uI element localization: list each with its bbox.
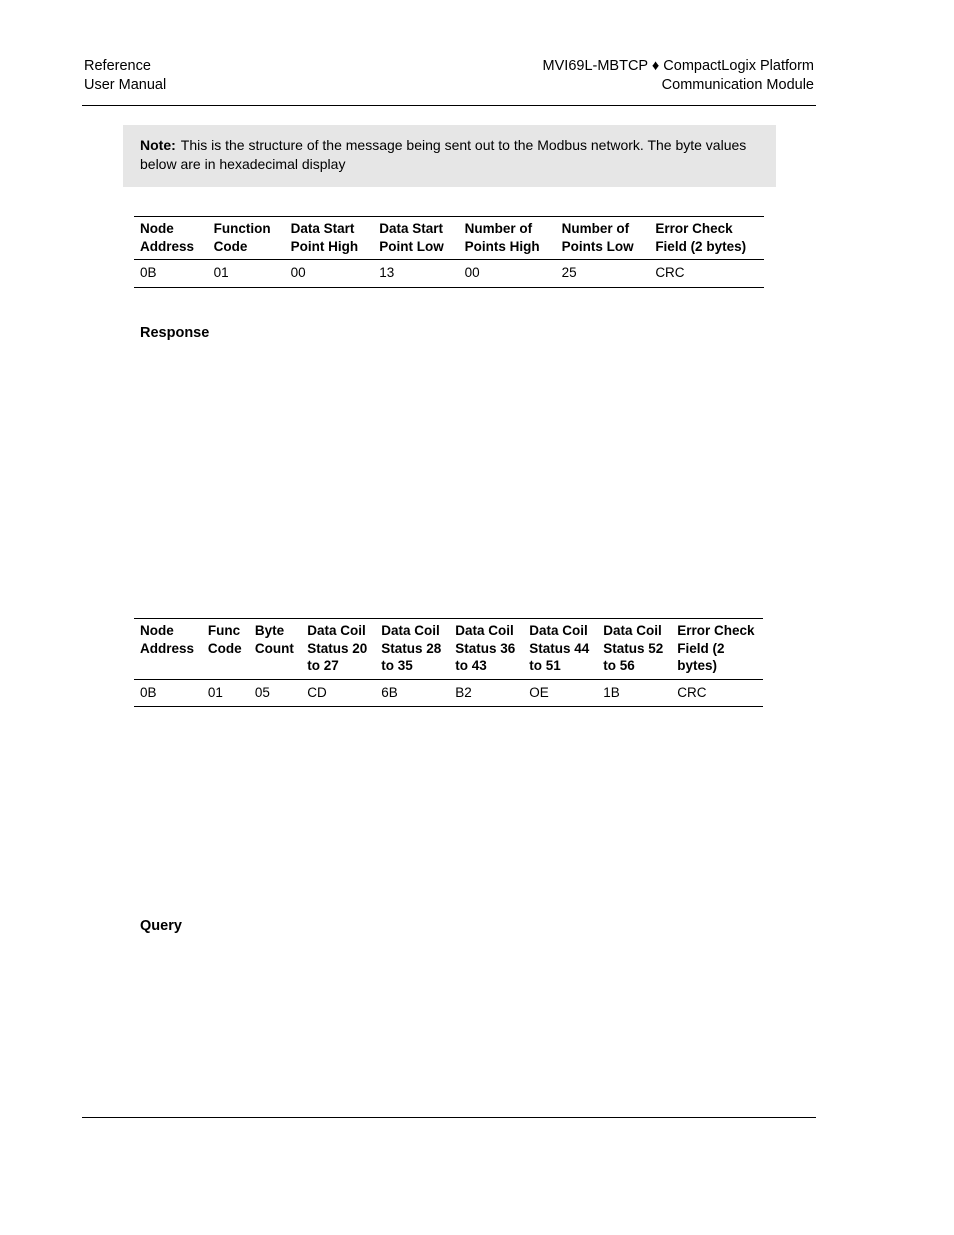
footer-divider <box>82 1117 816 1118</box>
header-data-start-low: Data Start Point Low <box>379 221 444 254</box>
header-divider <box>82 105 816 106</box>
header-node-address: Node Address <box>140 221 195 254</box>
table-cell: 0B <box>140 265 157 280</box>
table-cell: CRC <box>655 265 685 280</box>
header-user-manual: User Manual <box>84 77 167 93</box>
table-row <box>134 679 763 707</box>
header-points-low: Number of Points Low <box>561 221 634 254</box>
header-error-check: Error Check Field (2 bytes) <box>677 623 755 673</box>
table-cell: 00 <box>290 265 306 280</box>
table-cell: 00 <box>464 265 480 280</box>
header-error-check: Error Check Field (2 bytes) <box>655 221 747 254</box>
table-row <box>134 260 764 288</box>
table-cell: 1B <box>603 684 620 700</box>
note-text: This is the structure of the message being sent out to the Modbus network. The byte values below are in hexadecimal display <box>140 137 747 172</box>
table-cell: 05 <box>254 684 270 700</box>
table-cell: 6B <box>381 684 398 700</box>
header-left <box>84 57 166 95</box>
header-module-title: Communication Module <box>661 77 814 93</box>
header-byte-count: Byte Count <box>254 623 294 656</box>
table-header-row <box>134 217 764 260</box>
table-cell: 0B <box>140 684 157 700</box>
header-function-code: Function Code <box>213 221 271 254</box>
query-heading: Query <box>140 918 182 934</box>
header-func-code: Func Code <box>207 623 242 656</box>
header-reference: Reference <box>84 58 151 74</box>
table-cell: OE <box>529 684 549 700</box>
header-right <box>543 57 814 95</box>
header-coil-status-52-56: Data Coil Status 52 to 56 <box>603 623 664 673</box>
table-cell: CD <box>307 684 327 700</box>
header-coil-status-28-35: Data Coil Status 28 to 35 <box>381 623 442 673</box>
note-box <box>123 125 776 187</box>
table-header-row <box>134 619 763 680</box>
table-cell: B2 <box>455 684 472 700</box>
table-cell: 01 <box>207 684 223 700</box>
response-heading: Response <box>140 325 210 341</box>
header-points-high: Number of Points High <box>464 221 540 254</box>
header-coil-status-36-43: Data Coil Status 36 to 43 <box>455 623 516 673</box>
table-cell: CRC <box>677 684 707 700</box>
query-message-table <box>134 216 764 288</box>
table-cell: 25 <box>561 265 577 280</box>
response-message-table <box>134 618 763 707</box>
header-coil-status-44-51: Data Coil Status 44 to 51 <box>529 623 590 673</box>
table-cell: 01 <box>213 265 229 280</box>
header-coil-status-20-27: Data Coil Status 20 to 27 <box>307 623 368 673</box>
header-product-title: MVI69L-MBTCP ♦ CompactLogix Platform <box>542 58 814 74</box>
note-label: Note: <box>140 137 176 153</box>
header-data-start-high: Data Start Point High <box>290 221 359 254</box>
header-node-address: Node Address <box>140 623 195 656</box>
table-cell: 13 <box>379 265 395 280</box>
